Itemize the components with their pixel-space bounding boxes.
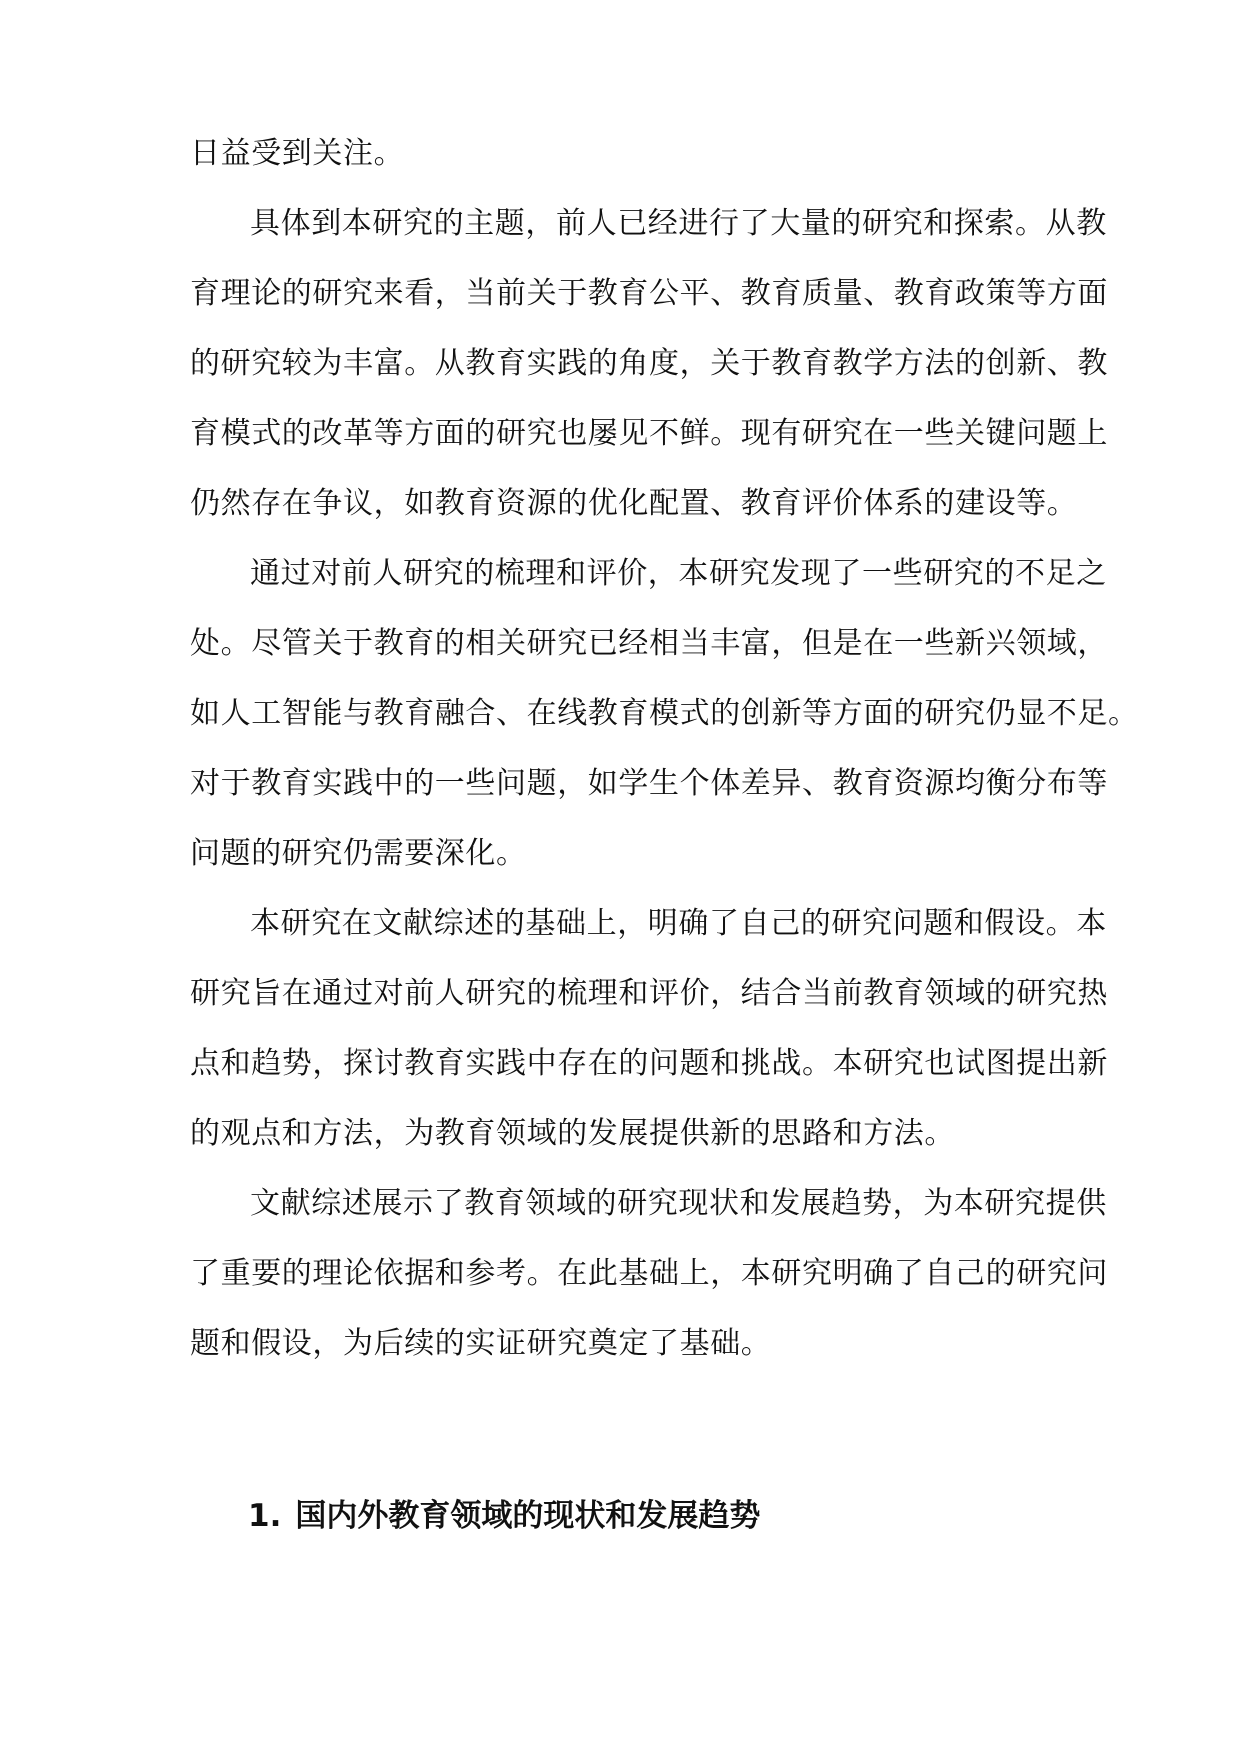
text-line: 如人工智能与教育融合、在线教育模式的创新等方面的研究仍显不足。 xyxy=(190,696,1139,731)
text-line: 研究旨在通过对前人研究的梳理和评价，结合当前教育领域的研究热 xyxy=(190,976,1108,1011)
text-line: 的观点和方法，为教育领域的发展提供新的思路和方法。 xyxy=(190,1116,955,1151)
text-line: 的研究较为丰富。从教育实践的角度，关于教育教学方法的创新、教 xyxy=(190,346,1108,381)
section-number: 1. xyxy=(248,1498,282,1534)
text-line: 题和假设，为后续的实证研究奠定了基础。 xyxy=(190,1326,772,1361)
text-line: 育模式的改革等方面的研究也屡见不鲜。现有研究在一些关键问题上 xyxy=(190,416,1108,451)
text-line: 对于教育实践中的一些问题，如学生个体差异、教育资源均衡分布等 xyxy=(190,766,1108,801)
paragraph-first-line: 本研究在文献综述的基础上，明确了自己的研究问题和假设。本 xyxy=(250,906,1107,941)
text-line: 了重要的理论依据和参考。在此基础上，本研究明确了自己的研究问 xyxy=(190,1256,1108,1291)
text-line: 日益受到关注。 xyxy=(190,136,405,171)
text-line: 仍然存在争议，如教育资源的优化配置、教育评价体系的建设等。 xyxy=(190,486,1078,521)
text-line: 点和趋势，探讨教育实践中存在的问题和挑战。本研究也试图提出新 xyxy=(190,1046,1108,1081)
text-line: 育理论的研究来看，当前关于教育公平、教育质量、教育政策等方面 xyxy=(190,276,1108,311)
paragraph-first-line: 文献综述展示了教育领域的研究现状和发展趋势，为本研究提供 xyxy=(250,1186,1107,1221)
paragraph-first-line: 具体到本研究的主题，前人已经进行了大量的研究和探索。从教 xyxy=(250,206,1107,241)
section-title: 国内外教育领域的现状和发展趋势 xyxy=(295,1498,761,1534)
text-line: 问题的研究仍需要深化。 xyxy=(190,836,527,871)
section-heading xyxy=(248,1496,760,1536)
text-line: 处。尽管关于教育的相关研究已经相当丰富，但是在一些新兴领域， xyxy=(190,626,1108,661)
paragraph-first-line: 通过对前人研究的梳理和评价，本研究发现了一些研究的不足之 xyxy=(250,556,1107,591)
